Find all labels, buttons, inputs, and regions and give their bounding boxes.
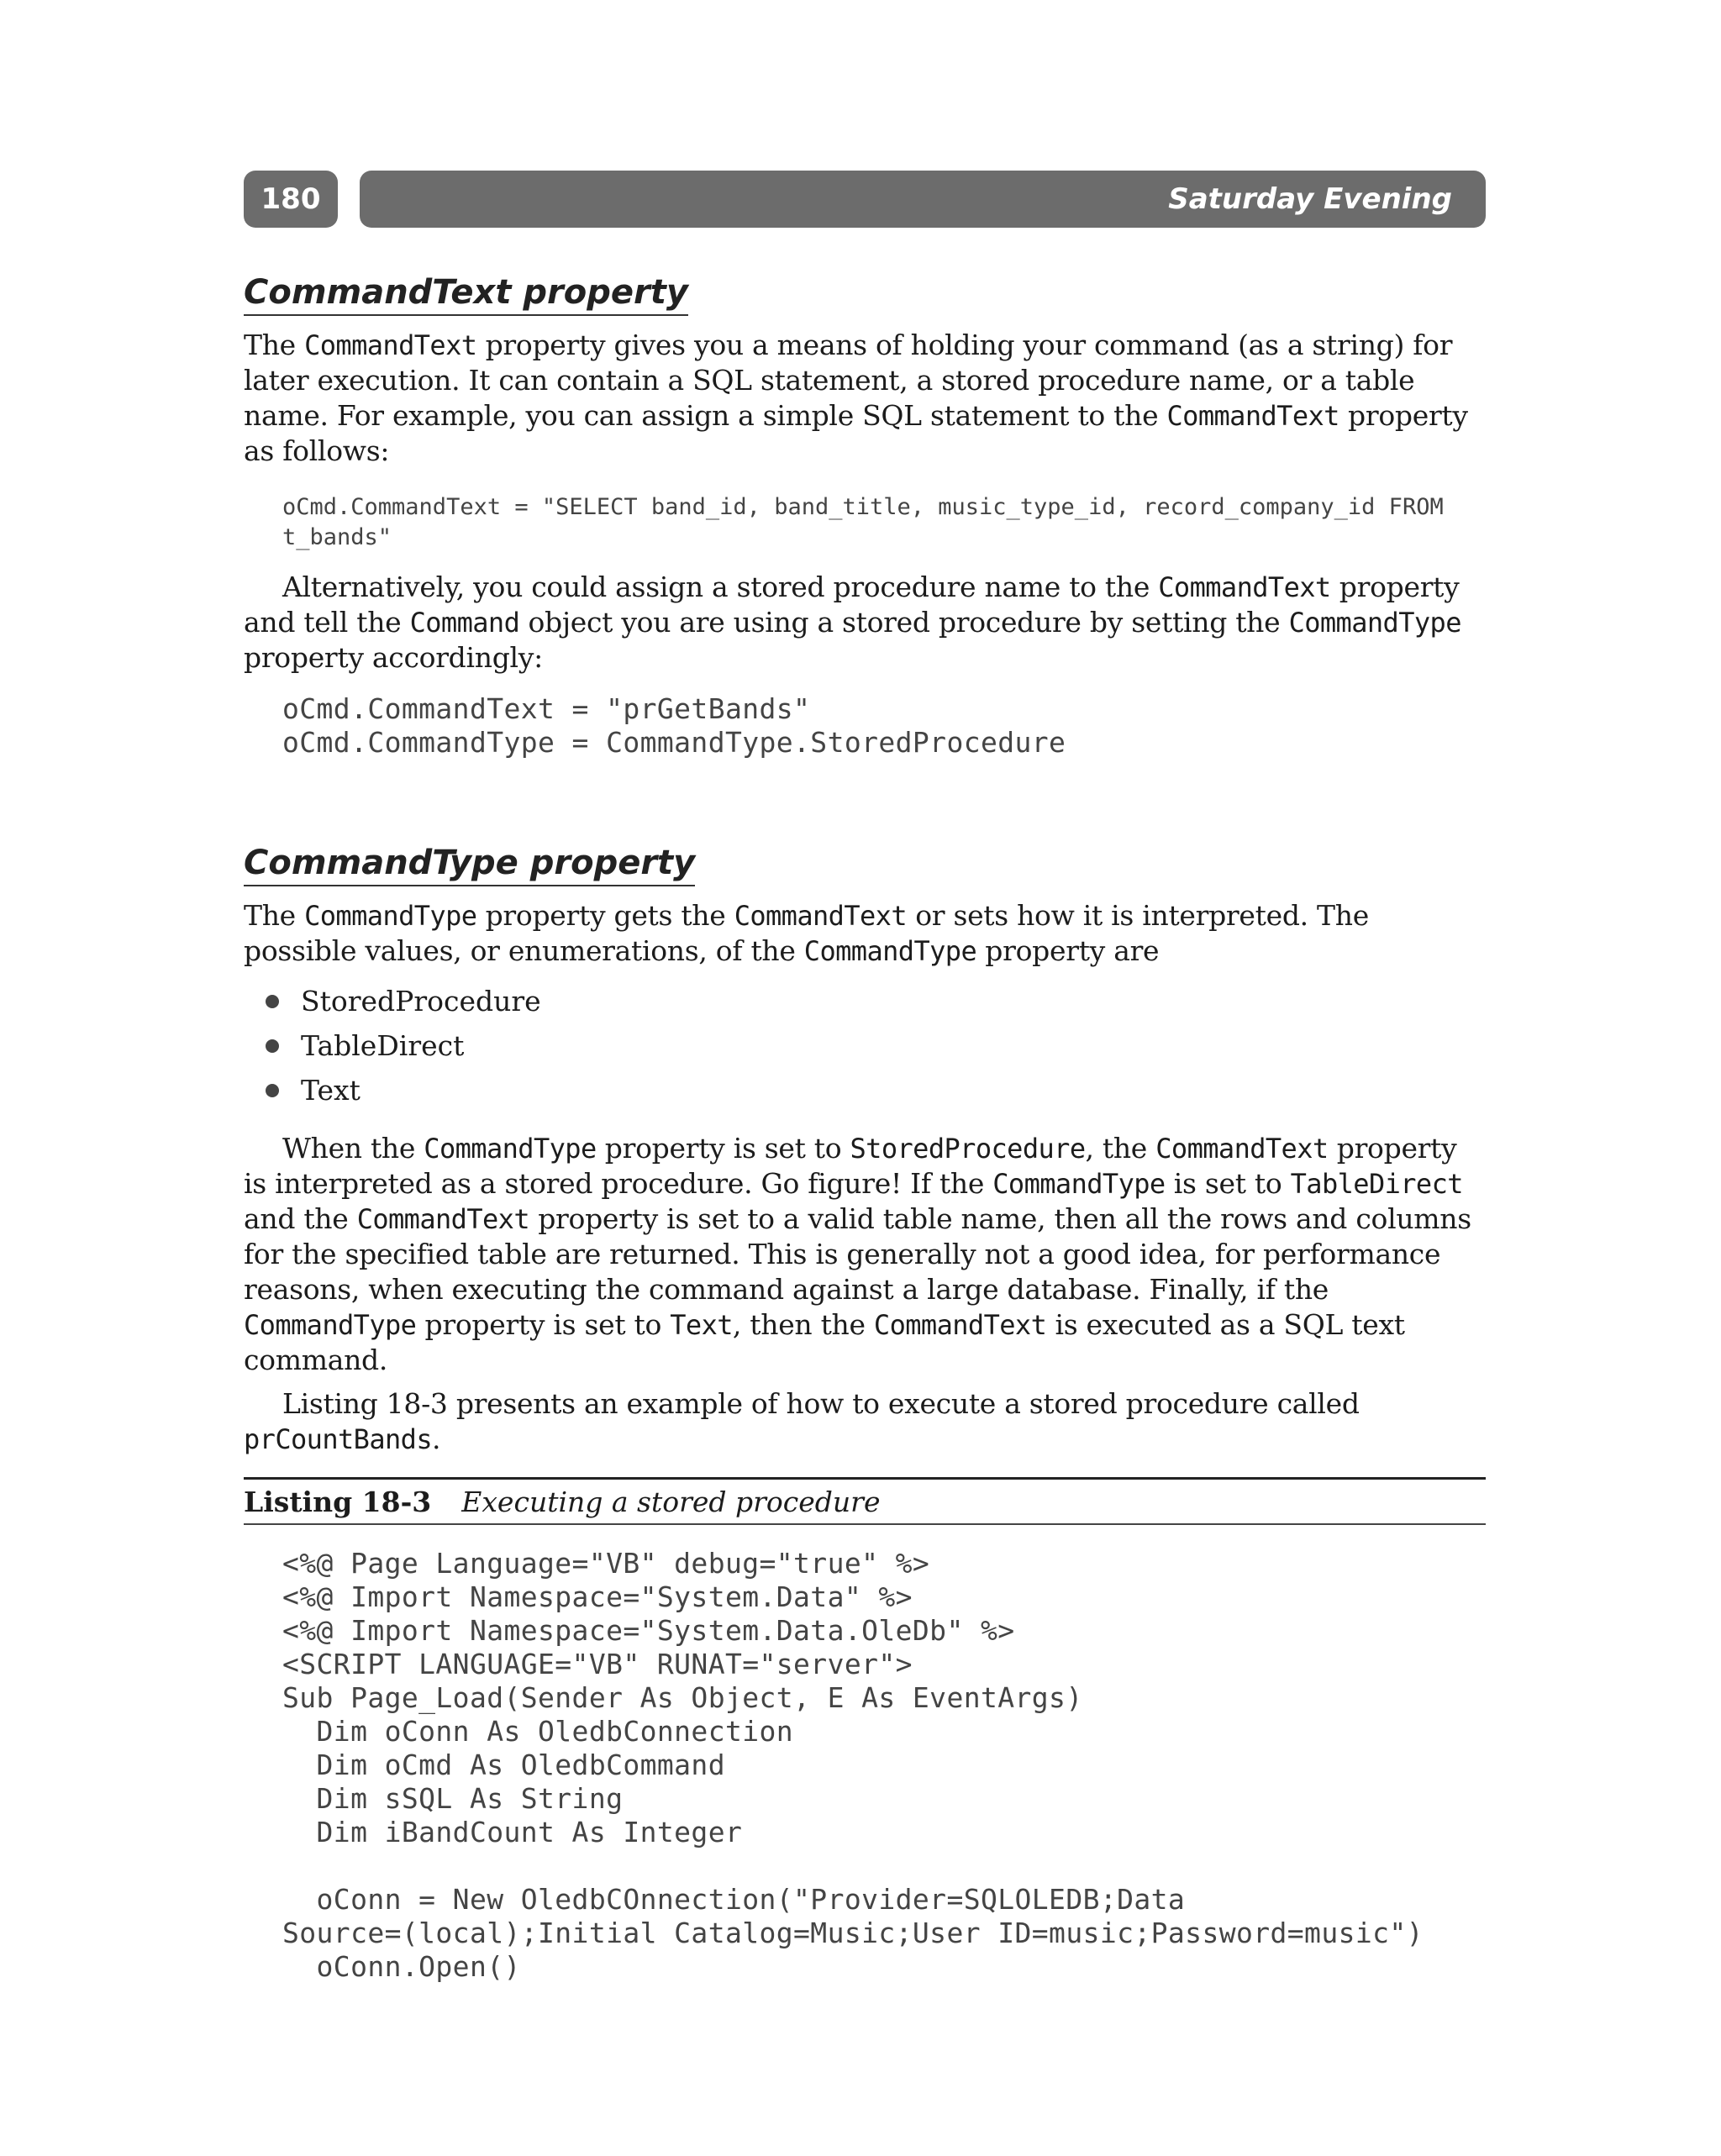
listing-code: <%@ Page Language="VB" debug="true" %> <%@ Import Namespace="System.Data" %> <%@ Import Namespace="System.Data.OleDb" %> <SCRIPT LANGUAGE="VB" RUNAT="server"> Sub Page_Load(Sender As Object, E As EventArgs) Dim oConn As OledbConnection Dim oCmd As OledbCommand Dim sSQL As String Dim iBandCount As Integer oConn = New OledbCOnnection("Provider=SQLOLEDB;Data Source=(local);Initial Catalog=Music;User ID=music;Password=music") oConn.Open() (282, 1547, 1424, 1983)
inline-code: CommandText (873, 1309, 1047, 1341)
code-block: oCmd.CommandText = "SELECT band_id, band_title, music_type_id, record_company_id FROM t_bands" (282, 494, 1444, 550)
list-item: StoredProcedure (244, 979, 1486, 1023)
paragraph: Alternatively, you could assign a stored procedure name to the CommandText property and tell the Command object you are using a stored procedure by setting the CommandType property accordingly: (244, 571, 1461, 674)
listing-caption (244, 1477, 1486, 1525)
inline-code: Command (409, 607, 520, 639)
running-header (360, 171, 1486, 228)
bullet-icon (266, 1084, 279, 1097)
paragraph: The CommandText property gives you a means of holding your command (as a string) for later execution. It can contain a SQL statement, a stored procedure name, or a table name. For example, you can assign a simple SQL statement to the CommandText property as follows: (244, 329, 1468, 467)
inline-code: CommandType (992, 1168, 1166, 1200)
inline-code: CommandText (734, 900, 908, 932)
paragraph: When the CommandType property is set to StoredProcedure, the CommandText property is interpreted as a stored procedure. Go figure! If the CommandType is set to TableDirect and the CommandText property is set to a valid table name, then all the rows and columns for the specified table are returned. This is generally not a good idea, for performance reasons, when executing the command against a large database. Finally, if the CommandType property is set to Text, then the CommandText is executed as a SQL text command. (244, 1132, 1471, 1376)
inline-code: CommandType (1288, 607, 1461, 639)
inline-code: Text (670, 1309, 733, 1341)
paragraph: The CommandType property gets the CommandText or sets how it is interpreted. The possible values, or enumerations, of the CommandType property are (244, 899, 1369, 967)
section-title: Saturday Evening (1168, 182, 1452, 216)
inline-code: CommandType (304, 900, 477, 932)
inline-code: CommandType (803, 935, 977, 967)
heading-commandtype-property: CommandType property (244, 844, 695, 886)
paragraph: Listing 18-3 presents an example of how to execute a stored procedure called prCountBands. (244, 1387, 1360, 1455)
listing-title: Executing a stored procedure (461, 1486, 881, 1518)
code-block: oCmd.CommandText = "prGetBands" oCmd.CommandType = CommandType.StoredProcedure (282, 692, 1066, 759)
heading-commandtext-property: CommandText property (244, 273, 688, 316)
inline-code: CommandText (304, 329, 477, 361)
page-number: 180 (244, 171, 338, 228)
inline-code: CommandType (244, 1309, 417, 1341)
inline-code: prCountBands (244, 1423, 432, 1455)
inline-code: TableDirect (1290, 1168, 1463, 1200)
bullet-list (244, 979, 1486, 1112)
inline-code: CommandText (1158, 571, 1331, 603)
list-item: Text (244, 1068, 1486, 1112)
inline-code: CommandText (1155, 1133, 1329, 1165)
list-item: TableDirect (244, 1023, 1486, 1068)
bullet-icon (266, 1039, 279, 1053)
page-body (244, 273, 1486, 1984)
inline-code: StoredProcedure (850, 1133, 1086, 1165)
bullet-icon (266, 995, 279, 1008)
inline-code: CommandType (424, 1133, 597, 1165)
listing-number: Listing 18-3 (244, 1486, 432, 1518)
inline-code: CommandText (356, 1203, 530, 1235)
inline-code: CommandText (1166, 400, 1339, 432)
